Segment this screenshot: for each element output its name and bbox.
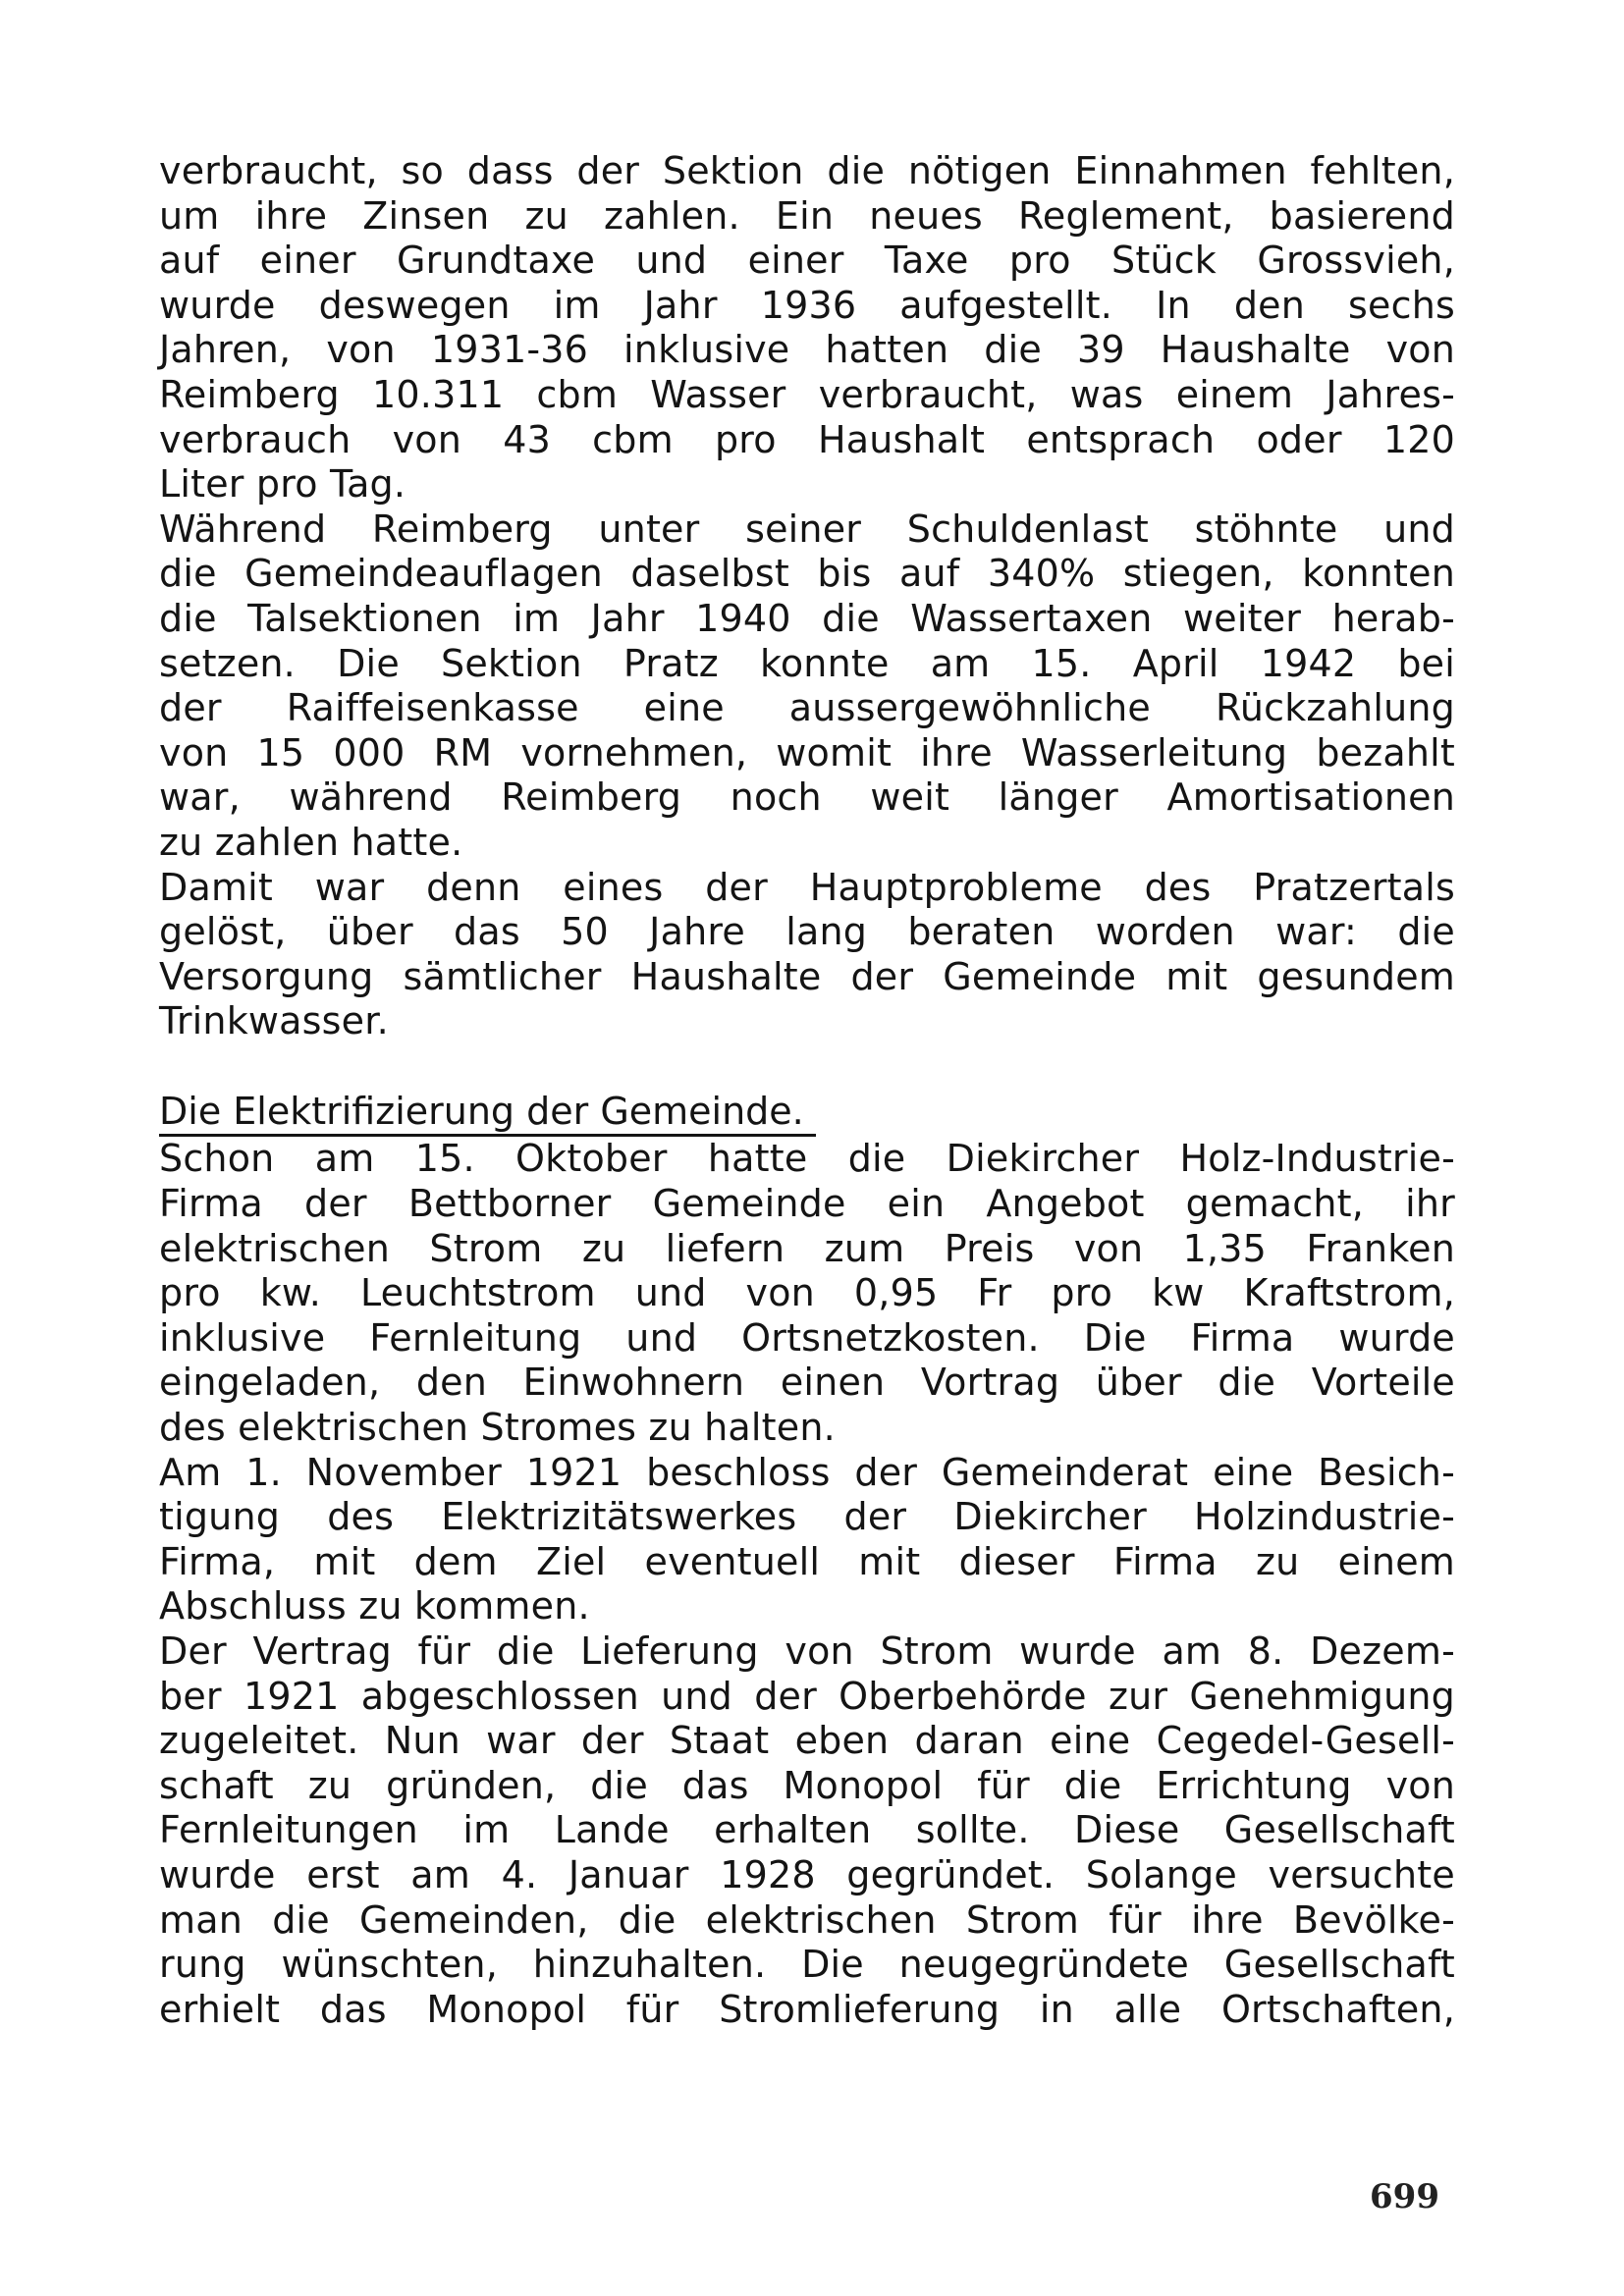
text-line: Liter pro Tag. bbox=[159, 462, 406, 507]
text-line: verbraucht, so dass der Sektion die nötigen Einnahmen fehlten, bbox=[159, 149, 1455, 192]
text-line: tigung des Elektrizitätswerkes der Diekircher Holzindustrie- bbox=[159, 1495, 1455, 1539]
text-line: rung wünschten, hinzuhalten. Die neugegründete Gesellschaft bbox=[159, 1943, 1455, 1987]
text-line: Reimberg 10.311 cbm Wasser verbraucht, was einem Jahres- bbox=[159, 372, 1455, 416]
text-line: zu zahlen hatte. bbox=[159, 820, 463, 864]
paragraph bbox=[159, 1451, 1455, 1629]
paragraph bbox=[159, 866, 1455, 1044]
text-line: Trinkwasser. bbox=[159, 999, 389, 1043]
page-number: 699 bbox=[1370, 2177, 1439, 2216]
section-heading: Die Elektrifizierung der Gemeinde. bbox=[159, 1090, 816, 1138]
text-line: um ihre Zinsen zu zahlen. Ein neues Reglement, basierend bbox=[159, 193, 1455, 238]
text-line: man die Gemeinden, die elektrischen Strom für ihre Bevölke- bbox=[159, 1897, 1455, 1942]
text-line: gelöst, über das 50 Jahre lang beraten worden war: die bbox=[159, 910, 1455, 954]
text-line: pro kw. Leuchtstrom und von 0,95 Fr pro kw Kraftstrom, bbox=[159, 1271, 1455, 1315]
text-line: erhielt das Monopol für Stromlieferung in alle Ortschaften, bbox=[159, 1987, 1455, 2031]
text-line: Am 1. November 1921 beschloss der Gemeinderat eine Besich- bbox=[159, 1450, 1455, 1494]
text-line: wurde erst am 4. Januar 1928 gegründet. Solange versuchte bbox=[159, 1852, 1455, 1896]
blank-line bbox=[159, 1044, 1455, 1090]
text-line: verbrauch von 43 cbm pro Haushalt entsprach oder 120 bbox=[159, 417, 1455, 461]
text-line: die Gemeindeauflagen daselbst bis auf 340% stiegen, konnten bbox=[159, 552, 1455, 596]
text-line: Damit war denn eines der Hauptprobleme des Pratzertals bbox=[159, 865, 1455, 909]
section-heading-row bbox=[159, 1090, 1455, 1138]
text-line: zugeleitet. Nun war der Staat eben daran eine Cegedel-Gesell- bbox=[159, 1719, 1455, 1763]
paragraph bbox=[159, 149, 1455, 507]
paragraph bbox=[159, 1137, 1455, 1450]
body-text bbox=[159, 149, 1455, 2032]
text-line: eingeladen, den Einwohnern einen Vortrag über die Vorteile bbox=[159, 1361, 1455, 1405]
text-line: Jahren, von 1931-36 inklusive hatten die 39 Haushalte von bbox=[159, 328, 1455, 372]
text-line: des elektrischen Stromes zu halten. bbox=[159, 1406, 836, 1450]
text-line: Versorgung sämtlicher Haushalte der Gemeinde mit gesundem bbox=[159, 954, 1455, 998]
text-line: inklusive Fernleitung und Ortsnetzkosten. Die Firma wurde bbox=[159, 1315, 1455, 1360]
text-line: Firma, mit dem Ziel eventuell mit dieser Firma zu einem bbox=[159, 1539, 1455, 1583]
text-line: Der Vertrag für die Lieferung von Strom wurde am 8. Dezem- bbox=[159, 1629, 1455, 1673]
text-line: Firma der Bettborner Gemeinde ein Angebot gemacht, ihr bbox=[159, 1182, 1455, 1226]
text-line: die Talsektionen im Jahr 1940 die Wassertaxen weiter herab- bbox=[159, 596, 1455, 640]
text-line: der Raiffeisenkasse eine aussergewöhnliche Rückzahlung bbox=[159, 686, 1455, 730]
text-line: Abschluss zu kommen. bbox=[159, 1584, 590, 1629]
text-line: Fernleitungen im Lande erhalten sollte. Diese Gesellschaft bbox=[159, 1808, 1455, 1852]
text-line: wurde deswegen im Jahr 1936 aufgestellt. In den sechs bbox=[159, 283, 1455, 327]
text-line: war, während Reimberg noch weit länger Amortisationen bbox=[159, 775, 1455, 820]
text-line: auf einer Grundtaxe und einer Taxe pro Stück Grossvieh, bbox=[159, 239, 1455, 283]
text-line: setzen. Die Sektion Pratz konnte am 15. April 1942 bei bbox=[159, 641, 1455, 685]
paragraph bbox=[159, 507, 1455, 866]
text-line: elektrischen Strom zu liefern zum Preis von 1,35 Franken bbox=[159, 1226, 1455, 1270]
text-line: schaft zu gründen, die das Monopol für die Errichtung von bbox=[159, 1763, 1455, 1807]
text-line: Schon am 15. Oktober hatte die Diekircher Holz-Industrie- bbox=[159, 1137, 1455, 1181]
text-line: ber 1921 abgeschlossen und der Oberbehörde zur Genehmigung bbox=[159, 1674, 1455, 1718]
text-line: von 15 000 RM vornehmen, womit ihre Wasserleitung bezahlt bbox=[159, 730, 1455, 774]
text-line: Während Reimberg unter seiner Schuldenlast stöhnte und bbox=[159, 507, 1455, 551]
paragraph bbox=[159, 1629, 1455, 2032]
